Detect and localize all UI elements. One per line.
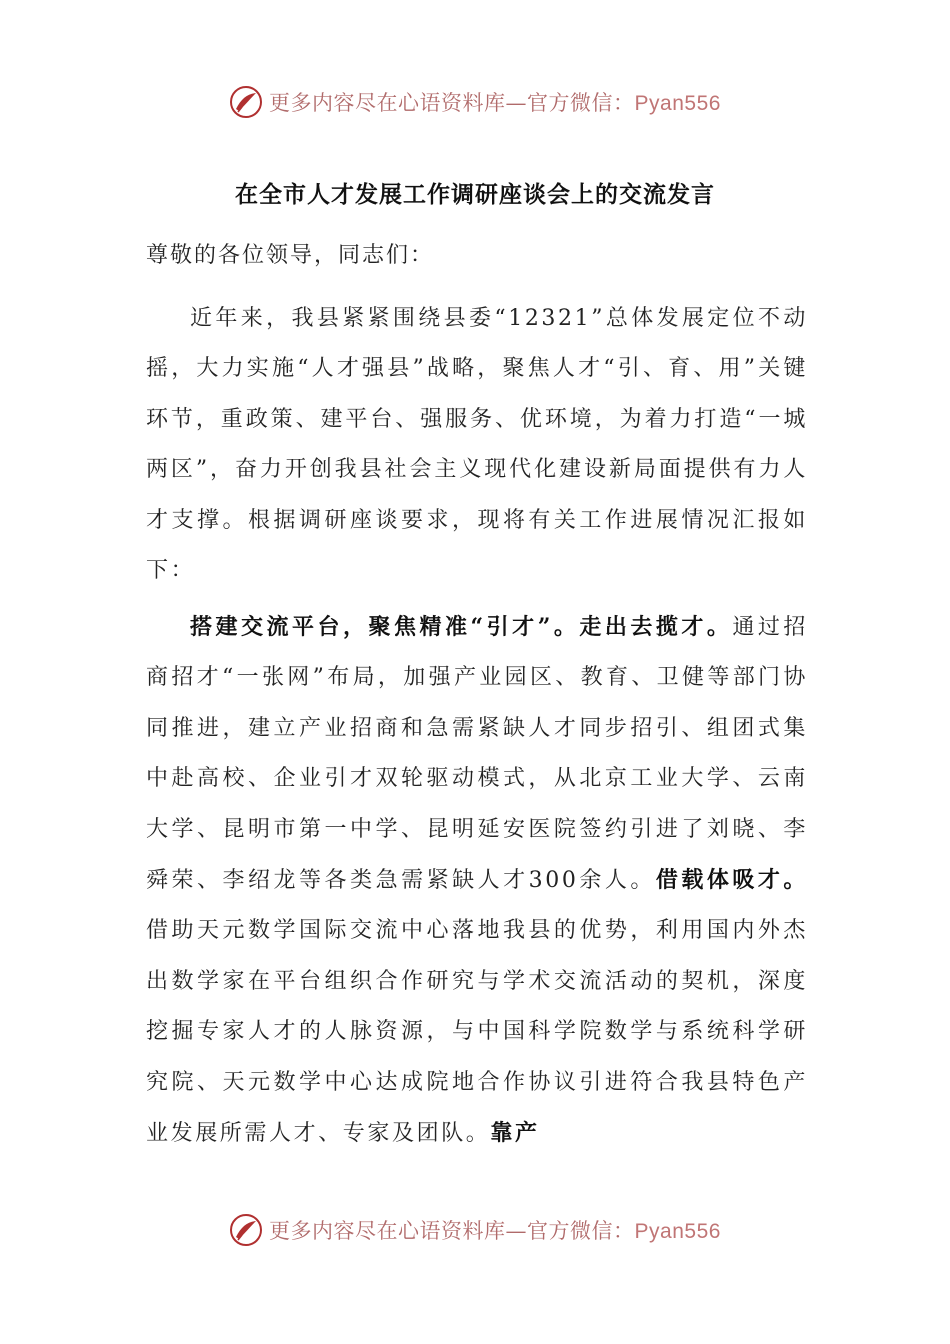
pen-logo-icon [229, 1213, 263, 1247]
document-title: 在全市人才发展工作调研座谈会上的交流发言 [235, 181, 715, 208]
subsection-text-1: 通过招商招才“一张网”布局，加强产业园区、教育、卫健等部门协同推进，建立产业招商和急需紧缺人才同步招引、组团式集中赴高校、企业引才双轮驱动模式，从北京工业大学、云南大学、昆明市第一中学、昆明延安医院签约引进了刘晓、李舜荣、李绍龙等各类急需紧缺人才300余人。 [146, 615, 808, 894]
subsection-title-1: 走出去揽才。 [579, 614, 733, 640]
footer-watermark [0, 1210, 950, 1250]
subsection-title-3: 靠产 [490, 1120, 540, 1147]
header-watermark [0, 82, 950, 122]
watermark-text: 更多内容尽在心语资料库—官方微信： [269, 91, 635, 115]
greeting: 尊敬的各位领导，同志们： [146, 243, 435, 268]
watermark-id: Pyan556 [634, 1220, 721, 1243]
paragraph-intro: 近年来，我县紧紧围绕县委“12321”总体发展定位不动摇，大力实施“人才强县”战略，聚焦人才“引、育、用”关键环节，重政策、建平台、强服务、优环境，为着力打造“一城两区”，奋力开创我县社会主义现代化建设新局面提供有力人才支撑。根据调研座谈要求，现将有关工作进展情况汇报如下： [146, 306, 808, 584]
subsection-title-2: 借载体吸才。 [655, 867, 809, 894]
subsection-text-2: 借助天元数学国际交流中心落地我县的优势，利用国内外杰出数学家在平台组织合作研究与学术交流活动的契机，深度挖掘专家人才的人脉资源，与中国科学院数学与系统科学研究院、天元数学中心达成院地合作协议引进符合我县特色产业发展所需人才、专家及团队。 [146, 918, 808, 1147]
pen-logo-icon [229, 85, 263, 119]
watermark-id: Pyan556 [634, 92, 721, 115]
paragraph-talent-attraction [146, 602, 808, 1159]
watermark-text: 更多内容尽在心语资料库—官方微信： [269, 1219, 635, 1243]
section-heading: 搭建交流平台，聚焦精准“引才”。 [190, 614, 580, 640]
